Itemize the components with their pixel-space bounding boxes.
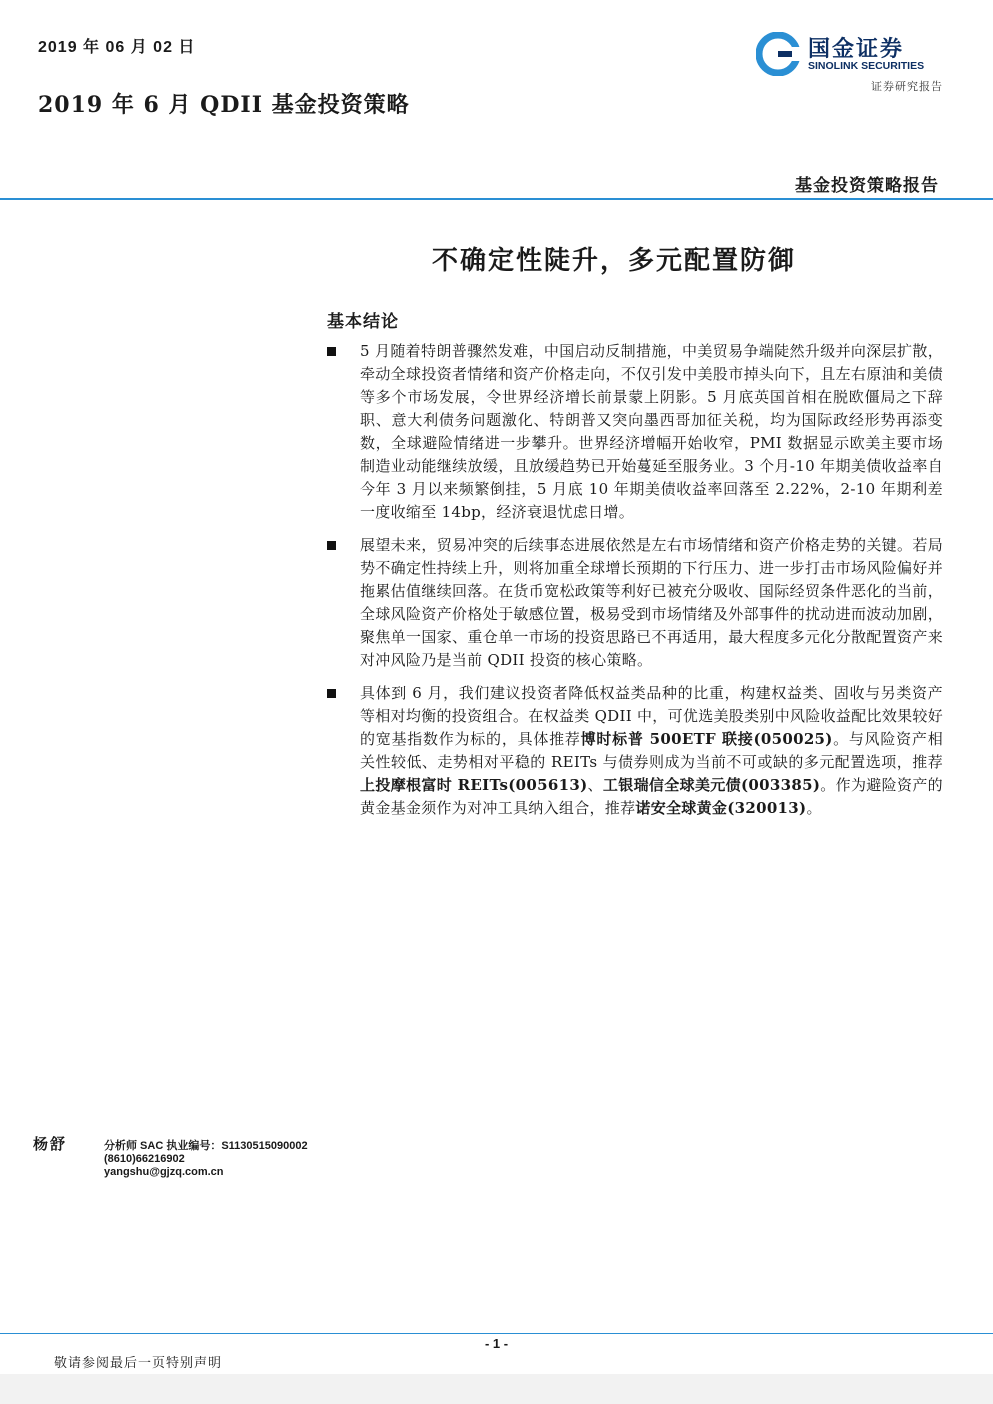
bullet-text: 5 月随着特朗普骤然发难，中国启动反制措施，中美贸易争端陡然升级并向深层扩散，牵动全球投资者情绪和资产价格走向，不仅引发中美股市掉头向下，且左右原油和美债等多个市场发展，令世界经济增长前景蒙上阴影。5 月底英国首相在脱欧僵局之下辞职、意大利债务问题激化、特朗普又突向墨西哥加征关税，均为国际政经形势再添变数，全球避险情绪进一步攀升。世界经济增幅开始收窄，PMI 数据显示欧美主要市场制造业动能继续放缓，且放缓趋势已开始蔓延至服务业。3 个月-10 年期美债收益率自今年 3 月以来频繁倒挂，5 月底 10 年期美债收益率回落至 2.22%，2-10 年期利差一度收缩至 14bp，经济衰退忧虑日增。	[360, 342, 943, 521]
bottom-band	[0, 1374, 993, 1404]
analyst-contact	[104, 1140, 308, 1179]
brand-name-cn: 国金证券	[808, 37, 905, 62]
fund-recommendation: 工银瑞信全球美元债(003385)	[602, 776, 821, 794]
brand-subtitle: 证券研究报告	[871, 80, 943, 93]
bullet-square-icon	[327, 689, 336, 698]
bullet-text: 展望未来，贸易冲突的后续事态进展依然是左右市场情绪和资产价格走势的关键。若局势不确定性持续上升，则将加重全球增长预期的下行压力、进一步打击市场风险偏好并拖累估值继续回落。在货币宽松政策等利好已被充分吸收、国际经贸条件恶化的当前，全球风险资产价格处于敏感位置，极易受到市场情绪及外部事件的扰动进而波动加剧，聚焦单一国家、重仓单一市场的投资思路已不再适用，最大程度多元化分散配置资产来对冲风险乃是当前 QDII 投资的核心策略。	[360, 536, 943, 669]
footer-divider	[0, 1333, 993, 1334]
document-title: 2019 年 6 月 QDII 基金投资策略	[38, 92, 410, 118]
analyst-phone: (8610)66216902	[104, 1153, 185, 1165]
headline: 不确定性陡升，多元配置防御	[432, 246, 797, 276]
bullet-text: 。作为避险资产的黄金基金须作为对冲工具纳入组合，推荐	[360, 776, 943, 817]
analyst-name: 杨舒	[33, 1135, 68, 1153]
disclaimer: 敬请参阅最后一页特别声明	[54, 1356, 223, 1371]
bullet-square-icon	[327, 541, 336, 550]
bullet-text: 。	[806, 799, 822, 817]
page-number: - 1 -	[484, 1336, 509, 1351]
fund-recommendation: 博时标普 500ETF 联接(050025)	[580, 730, 833, 748]
report-date: 2019 年 06 月 02 日	[38, 39, 196, 56]
bullet-text: 、	[587, 776, 603, 794]
bullet-square-icon	[327, 347, 336, 356]
conclusion-bullet	[327, 682, 943, 820]
analyst-email[interactable]: yangshu@gjzq.com.cn	[104, 1166, 224, 1178]
sinolink-logo-icon	[756, 32, 800, 76]
conclusion-bullet	[327, 340, 943, 524]
bullet-text: 具体到 6 月，我们建议投资者降低权益类品种的比重，构建权益类、固收与另类资产等相对均衡的投资组合。在权益类 QDII 中，可优选美股类别中风险收益配比效果较好的宽基指数作为标的，具体推荐	[360, 684, 944, 748]
brand-logo	[756, 32, 946, 76]
bullet-text: 。与风险资产相关性较低、走势相对平稳的 REITs 与债券则成为当前不可或缺的多元配置选项，推荐	[360, 730, 943, 771]
report-type: 基金投资策略报告	[795, 176, 939, 196]
header-divider	[0, 198, 993, 200]
fund-recommendation: 上投摩根富时 REITs(005613)	[360, 776, 588, 794]
conclusion-bullet	[327, 534, 943, 672]
section-title: 基本结论	[327, 312, 399, 332]
analyst-cert: 分析师 SAC 执业编号：S1130515090002	[104, 1140, 308, 1152]
fund-recommendation: 诺安全球黄金(320013)	[635, 799, 807, 817]
brand-name-en: SINOLINK SECURITIES	[808, 60, 925, 72]
conclusion-list	[327, 340, 943, 830]
